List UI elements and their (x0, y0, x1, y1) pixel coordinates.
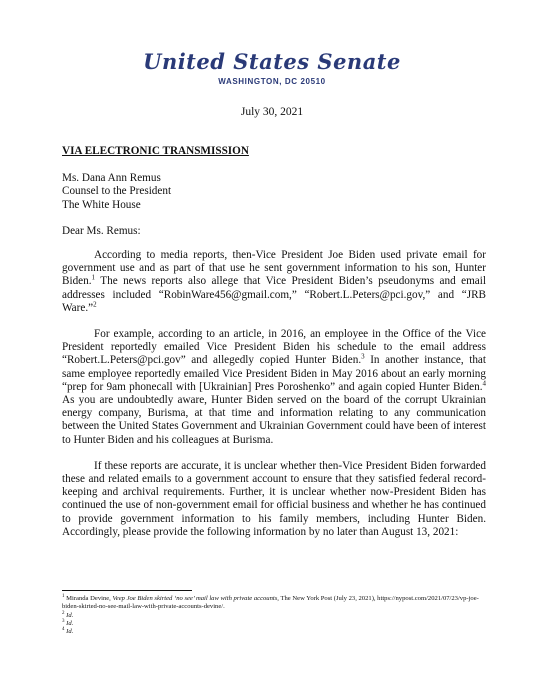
paragraph-2 (62, 328, 486, 447)
recipient-name: Ms. Dana Ann Remus (62, 172, 161, 185)
paragraph-1-part-a: According to media reports, then-Vice President Joe Biden used private email for government use and as part of that use he sent government information to his son, Hunter Biden. (62, 249, 486, 288)
footnote-4 (62, 628, 486, 636)
footnote-1-post: , The New York Post (July 23, 2021), https://nypost.com/2021/07/23/vp-joe-biden-skirted-no-see-mail-law-with-private-accounts-devine/. (62, 595, 479, 611)
paragraph-3: If these reports are accurate, it is unclear whether then-Vice President Biden forwarded these and related emails to a government account to ensure that they satisfied federal record-keeping and archival requirements. Further, it is unclear whether now-President Biden has continued the use of non-government email for official business and whether he has continued to provide government information to his family members, including Hunter Biden. Accordingly, please provide the following information by no later than August 13, 2021: (62, 459, 486, 538)
paragraph-1 (62, 249, 486, 315)
letter-body (62, 145, 486, 552)
footnote-4-text: Id. (64, 628, 74, 636)
footnote-1-number: 1 (62, 593, 65, 599)
letterhead-subtitle: WASHINGTON, DC 20510 (218, 77, 326, 86)
footnote-1-pre: Miranda Devine, (64, 595, 113, 602)
letter-date: July 30, 2021 (240, 106, 304, 118)
paragraph-2-part-b: In another instance, that same employee reportedly emailed Vice President Biden in May 2016 about an early morning “prep for 9am phonecall with [Ukrainian] Pres Poroshenko” and again copied Hunter Biden. (62, 354, 487, 393)
footnote-1 (62, 595, 486, 612)
footnote-4-number: 4 (62, 627, 65, 632)
footnote-2 (62, 612, 486, 620)
footnote-ref-2: 2 (93, 300, 97, 309)
salutation: Dear Ms. Remus: (62, 224, 141, 237)
recipient-title: Counsel to the President (62, 185, 172, 198)
transmission-heading: VIA ELECTRONIC TRANSMISSION (62, 145, 249, 157)
footnote-ref-3: 3 (361, 352, 365, 361)
footnote-2-text: Id. (64, 611, 74, 619)
footnote-ref-4: 4 (482, 379, 486, 388)
paragraph-1-part-b: The news reports also allege that Vice President Biden’s pseudonyms and email addresses included “RobinWare456@gmail.com,” “Robert.L.Peters@pci.gov,” and “JRB Ware.” (62, 275, 486, 314)
letterhead (0, 50, 544, 86)
footnote-3 (62, 620, 486, 628)
paragraph-2-part-a: For example, according to an article, in 2016, an employee in the Office of the Vice President reportedly emailed Vice President Biden his schedule to the email address “Robert.L.Peters@pci.gov” and allegedly copied Hunter Biden. (62, 328, 486, 367)
footnote-1-article-title: Veep Joe Biden skirted ‘no see’ mail law with private accounts (112, 595, 278, 602)
footnotes (62, 595, 486, 636)
footnote-3-text: Id. (64, 619, 74, 627)
footnote-ref-1: 1 (91, 273, 96, 282)
footnote-divider (62, 590, 192, 591)
letterhead-title: United States Senate (143, 49, 401, 74)
footnote-3-number: 3 (62, 618, 65, 624)
paragraph-2-part-c: As you are undoubtedly aware, Hunter Biden served on the board of the corrupt Ukrainian energy company, Burisma, at that time and information relating to any communication between the United States Government and Ukrainian Government could have been of interest to Hunter Biden and his colleagues at Burisma. (62, 394, 486, 446)
recipient-office: The White House (62, 198, 141, 211)
footnote-2-number: 2 (62, 610, 65, 616)
recipient-block (62, 172, 486, 212)
